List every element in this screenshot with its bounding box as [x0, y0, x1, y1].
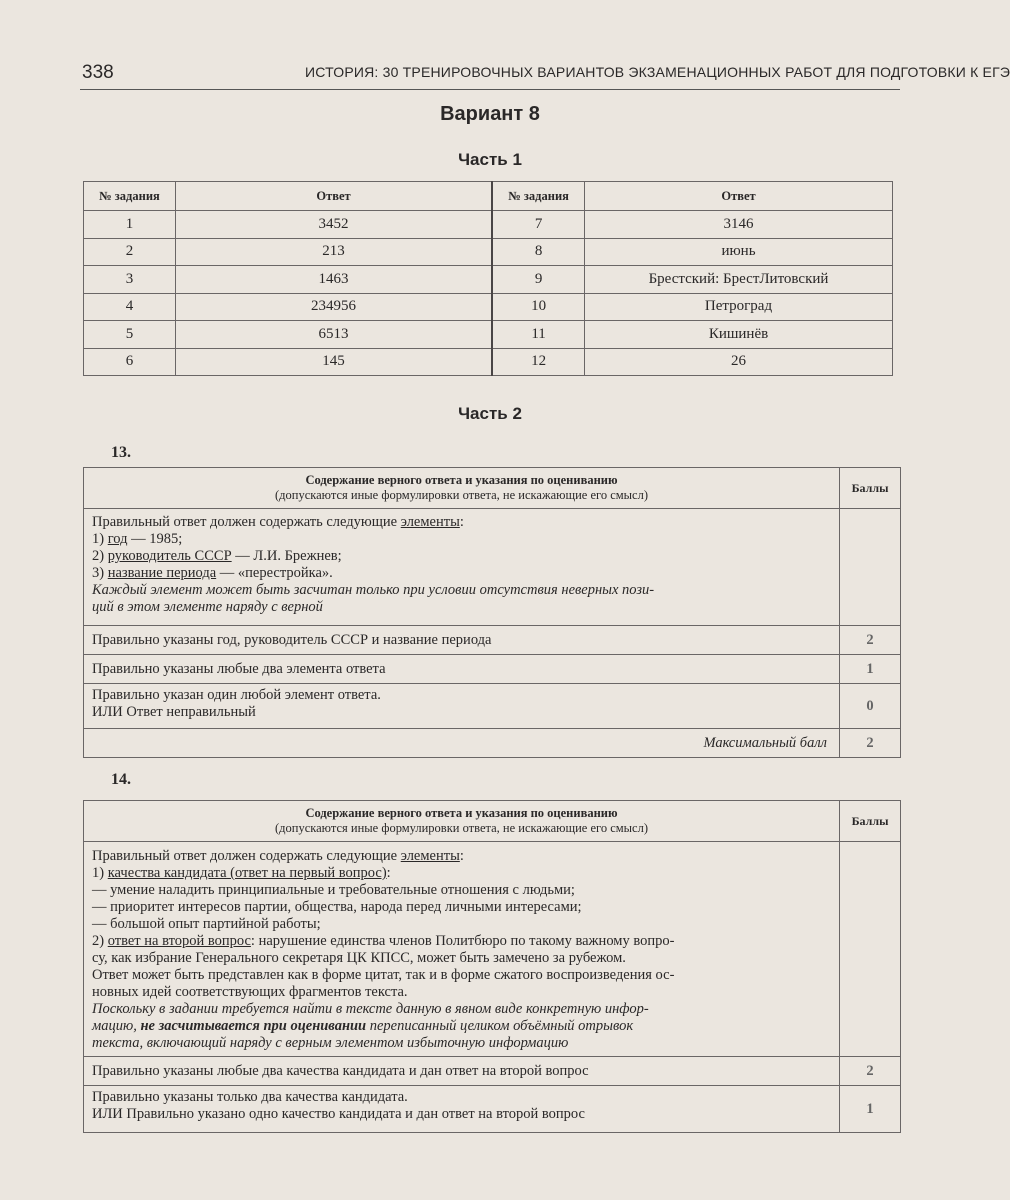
- grading-note: ций в этом элементе наряду с верной: [92, 599, 323, 615]
- task-number: 11: [492, 321, 584, 349]
- task-13-number: 13.: [111, 444, 131, 461]
- task-number: 8: [492, 238, 584, 266]
- task-number: 5: [84, 321, 176, 349]
- task-14-number: 14.: [111, 771, 131, 788]
- points-cell: 2: [840, 1057, 901, 1086]
- criterion-text: [84, 1086, 840, 1133]
- element-prefix: 2): [92, 933, 108, 949]
- answer-cell: Кишинёв: [585, 321, 893, 349]
- task-number: 7: [492, 211, 584, 239]
- criterion-line: ИЛИ Ответ неправильный: [92, 704, 256, 720]
- points-header: Баллы: [840, 468, 901, 509]
- task-number: 9: [492, 266, 584, 294]
- variant-title: Вариант 8: [440, 103, 540, 125]
- answer-cell: 145: [175, 348, 492, 376]
- element-value: :: [386, 865, 391, 881]
- content-header: [84, 468, 840, 509]
- points-cell: 0: [840, 684, 901, 729]
- grading-note-emphasis: не засчитывается при оценивании: [140, 1018, 367, 1034]
- criterion-line: Правильно указаны только два качества кандидата.: [92, 1089, 408, 1105]
- part2-title: Часть 2: [458, 404, 522, 423]
- criterion-text: Правильно указаны любые два элемента ответа: [84, 655, 840, 684]
- answer-cell: Петроград: [585, 293, 893, 321]
- form-note: Ответ может быть представлен как в форме цитат, так и в форме сжатого воспроизведения ос-: [92, 967, 675, 983]
- grading-note: Поскольку в задании требуется найти в тексте данную в явном виде конкретную инфор-: [92, 1001, 649, 1017]
- quality-item: — умение наладить принципиальные и требовательные отношения с людьми;: [92, 882, 575, 898]
- task-number: 6: [84, 348, 176, 376]
- element-value: — Л.И. Брежнев;: [231, 548, 342, 564]
- max-score-value: 2: [840, 729, 901, 758]
- header-main: Содержание верного ответа и указания по оцениванию: [305, 473, 618, 487]
- task-14-table: [83, 800, 901, 1133]
- table-header-row: [84, 801, 901, 842]
- element-label: качества кандидата (ответ на первый вопрос): [107, 865, 387, 881]
- answer-cell: 1463: [175, 266, 492, 294]
- task-number: 2: [84, 238, 176, 266]
- element-value: су, как избрание Генерального секретаря ЦК КПСС, может быть замечено за рубежом.: [92, 950, 626, 966]
- grading-note: переписанный целиком объёмный отрывок: [366, 1018, 634, 1034]
- points-header: Баллы: [840, 801, 901, 842]
- content-header: [84, 801, 840, 842]
- grading-note: Каждый элемент может быть засчитан только при условии отсутствия неверных пози-: [92, 582, 655, 598]
- table-row: [84, 238, 893, 266]
- table-row: [84, 626, 901, 655]
- page-number: 338: [82, 62, 114, 83]
- table-row: [84, 293, 893, 321]
- element-label: руководитель СССР: [107, 548, 232, 564]
- table-header-row: [84, 182, 893, 211]
- answer-cell: 26: [585, 348, 893, 376]
- col-answer-header: Ответ: [585, 182, 893, 211]
- element-prefix: 2): [92, 548, 108, 564]
- table-row: [84, 348, 893, 376]
- points-cell: 1: [840, 655, 901, 684]
- intro-underlined: элементы: [400, 514, 460, 530]
- running-title: ИСТОРИЯ: 30 ТРЕНИРОВОЧНЫХ ВАРИАНТОВ ЭКЗАМЕНАЦИОННЫХ РАБОТ ДЛЯ ПОДГОТОВКИ К ЕГЭ: [305, 64, 1010, 80]
- table-row: [84, 842, 901, 1057]
- answer-cell: Брестский: БрестЛитовский: [585, 266, 893, 294]
- grading-note: мацию,: [92, 1018, 141, 1034]
- intro-text: Правильный ответ должен содержать следующие: [92, 848, 401, 864]
- answer-cell: 6513: [175, 321, 492, 349]
- table-row: [84, 729, 901, 758]
- element-value: : нарушение единства членов Политбюро по такому важному вопро-: [250, 933, 675, 949]
- table-row: [84, 211, 893, 239]
- answer-cell: 3146: [585, 211, 893, 239]
- task-number: 10: [492, 293, 584, 321]
- part1-answers-table: [83, 181, 893, 376]
- element-label: ответ на второй вопрос: [107, 933, 251, 949]
- table-row: [84, 509, 901, 626]
- points-cell: 2: [840, 626, 901, 655]
- element-value: — 1985;: [127, 531, 183, 547]
- col-answer-header: Ответ: [175, 182, 492, 211]
- table-row: [84, 1057, 901, 1086]
- points-cell: 1: [840, 1086, 901, 1133]
- table-row: [84, 655, 901, 684]
- table-header-row: [84, 468, 901, 509]
- table-row: [84, 684, 901, 729]
- element-prefix: 3): [92, 565, 108, 581]
- table-row: [84, 321, 893, 349]
- task-number: 12: [492, 348, 584, 376]
- page-header: [0, 50, 1010, 90]
- criterion-line: Правильно указан один любой элемент ответа.: [92, 687, 381, 703]
- col-task-header: № задания: [84, 182, 176, 211]
- intro-text: Правильный ответ должен содержать следующие: [92, 514, 401, 530]
- header-sub: (допускаются иные формулировки ответа, не искажающие его смысл): [274, 488, 649, 502]
- quality-item: — большой опыт партийной работы;: [92, 916, 321, 932]
- criterion-text: [84, 684, 840, 729]
- col-task-header: № задания: [492, 182, 584, 211]
- element-label: год: [107, 531, 128, 547]
- criterion-text: Правильно указаны год, руководитель СССР и название периода: [84, 626, 840, 655]
- element-prefix: 1): [92, 865, 108, 881]
- criterion-text: Правильно указаны любые два качества кандидата и дан ответ на второй вопрос: [84, 1057, 840, 1086]
- part1-title: Часть 1: [458, 150, 522, 169]
- points-cell: [840, 509, 901, 626]
- quality-item: — приоритет интересов партии, общества, народа перед личными интересами;: [92, 899, 582, 915]
- answer-cell: июнь: [585, 238, 893, 266]
- grading-note: текста, включающий наряду с верным элементом избыточную информацию: [92, 1035, 569, 1051]
- task-number: 1: [84, 211, 176, 239]
- header-main: Содержание верного ответа и указания по оцениванию: [305, 806, 618, 820]
- task-number: 3: [84, 266, 176, 294]
- table-row: [84, 1086, 901, 1133]
- max-score-label: Максимальный балл: [84, 729, 840, 758]
- answer-cell: 213: [175, 238, 492, 266]
- task-number: 4: [84, 293, 176, 321]
- criterion-line: ИЛИ Правильно указано одно качество кандидата и дан ответ на второй вопрос: [92, 1106, 585, 1122]
- element-label: название периода: [107, 565, 217, 581]
- points-cell: [840, 842, 901, 1057]
- element-value: — «перестройка».: [216, 565, 333, 581]
- header-rule: [80, 89, 900, 90]
- answer-elements: Правильный ответ должен содержать следующие элементы: 1) год — 1985; 2) руководитель СССР — Л.И. Брежнев; 3) название периода — «перестройка». Каждый элемент может быть засчитан только при условии отсутствия неверных пози- ций в этом элементе наряду с верной: [84, 509, 840, 626]
- answer-elements: Правильный ответ должен содержать следующие элементы: 1) качества кандидата (ответ на первый вопрос): — умение наладить принципиальные и требовательные отношения с людьми; — приоритет интересов партии, общества, народа перед личными интересами; — большой опыт партийной работы; 2) ответ на второй вопрос: нарушение единства членов Политбюро по такому важному вопро- су, как избрание Генерального секретаря ЦК КПСС, может быть замечено за рубежом. Ответ может быть представлен как в форме цитат, так и в форме сжатого воспроизведения ос- новных идей соответствующих фрагментов текста. Поскольку в задании требуется найти в тексте данную в явном виде конкретную инфор- мацию, не засчитывается при оценивании переписанный целиком объёмный отрывок текста, включающий наряду с верным элементом избыточную информацию: [84, 842, 840, 1057]
- table-row: [84, 266, 893, 294]
- form-note: новных идей соответствующих фрагментов текста.: [92, 984, 408, 1000]
- intro-underlined: элементы: [400, 848, 460, 864]
- task-13-table: [83, 467, 901, 758]
- answer-cell: 3452: [175, 211, 492, 239]
- answer-cell: 234956: [175, 293, 492, 321]
- element-prefix: 1): [92, 531, 108, 547]
- header-sub: (допускаются иные формулировки ответа, не искажающие его смысл): [274, 821, 649, 835]
